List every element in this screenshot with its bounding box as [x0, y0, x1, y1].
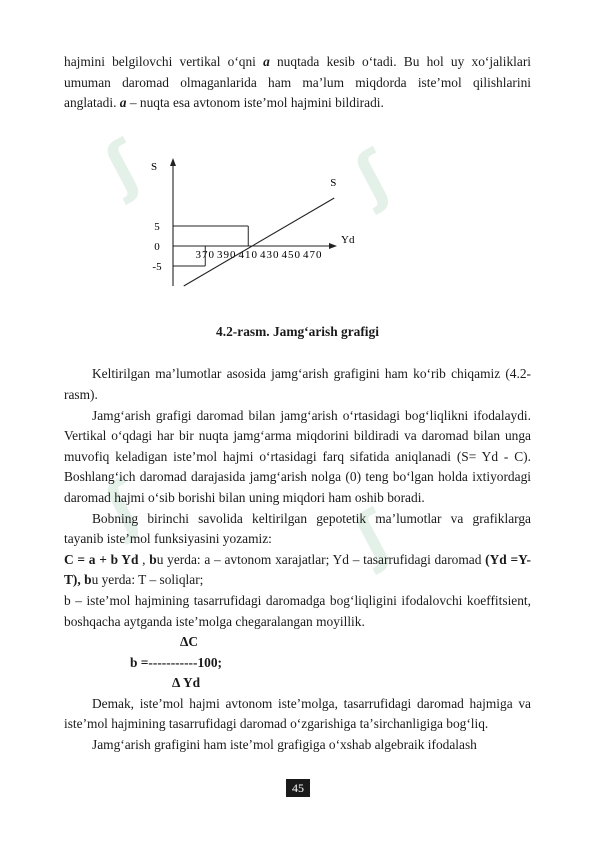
paragraph-4: Bobning birinchi savolida keltirilgan gepotetik maʼlumotlar va grafiklarga tayanib isteʼmol funksiyasini yozamiz: [64, 510, 531, 547]
paragraph-intro-run: a [119, 95, 127, 111]
figure-caption: 4.2-rasm. Jamgʻarish grafigi [216, 323, 379, 339]
y-axis-arrow [170, 158, 176, 166]
formula-run: (Yd =Y-T), [64, 551, 532, 588]
savings-chart [64, 116, 531, 316]
formula-run: u yerda: T – soliqlar; [91, 572, 204, 588]
savings-chart-svg [64, 116, 531, 316]
paragraph-intro-run: hajmini belgilovchi vertikal oʻqni [64, 54, 264, 69]
watermark-logo: ʃ [344, 498, 403, 576]
series-line-s [184, 198, 335, 286]
x-tick-label: 410 [238, 248, 258, 261]
y-tick-label: 5 [154, 220, 160, 233]
x-tick-label: 370 [195, 248, 215, 261]
fraction-numerator: ΔC [180, 634, 199, 650]
paragraph-7: Jamgʻarish grafigini ham isteʼmol grafigiga oʻxshab algebraik ifodalash [92, 737, 477, 753]
watermark-logo: ʃ [94, 128, 153, 206]
fraction-line: b =-----------100; [130, 654, 223, 670]
page-content [64, 52, 531, 756]
paragraph-intro-run: – nuqta esa avtonom isteʼmol hajmini bildiradi. [126, 95, 384, 111]
paragraph-3: Jamgʻarish grafigi daromad bilan jamgʻarish oʻrtasidagi bogʻliqlikni ifodalaydi. Vertikal oʻqdagi har bir nuqta jamgʻarma miqdorini bildiradi va daromad bilan unga muvofiq keladigan isteʼmol hajmi oʻrtasidagi farq sifatida aniqlanadi (S= Yd - C). Boshlangʻich daromad darajasida jamgʻarish nolga (0) teng boʻlgan holda ixtiyordagi daromad hajmi oʻsib borishi bilan uning miqdori ham oshib boradi. [64, 407, 531, 505]
x-axis-arrow [329, 243, 337, 249]
formula-run: , [138, 551, 150, 567]
x-tick-label: 470 [303, 248, 323, 261]
formula-run: b [84, 572, 92, 588]
formula-run: u yerda: a – avtonom xarajatlar; Yd – tasarrufidagi daromad [156, 551, 486, 567]
y-tick-label: 0 [154, 240, 160, 253]
y-axis-label: S [151, 160, 158, 173]
paragraph-6: Demak, isteʼmol hajmi avtonom isteʼmolga, tasarrufidagi daromad hajmiga va isteʼmol hajmining tasarrufidagi daromad oʻzgarishiga taʼsirchanligiga bogʻliq. [64, 695, 531, 732]
formula-run: b [149, 551, 157, 567]
fraction-denominator: Δ Yd [172, 675, 201, 691]
page-number: 45 [286, 779, 310, 797]
x-axis-label: Yd [341, 233, 355, 246]
paragraph-2: Keltirilgan maʼlumotlar asosida jamgʻarish grafigini ham koʻrib chiqamiz (4.2-rasm). [64, 366, 531, 402]
series-label-s: S [330, 176, 337, 189]
x-tick-label: 430 [260, 248, 280, 261]
x-tick-label: 450 [281, 248, 301, 261]
paragraph-5: b – isteʼmol hajmining tasarrufidagi daromadga bogʻliqligini ifodalovchi koeffitsient, boshqacha aytganda isteʼmolga chegaralangan moyillik. [64, 592, 531, 629]
paragraph-intro-run: nuqtada kesib oʻtadi. Bu hol uy xoʻjaliklari umuman daromad olmaganlarida ham maʼlum miqdorda isteʼmol qilishlarini anglatadi. [64, 54, 531, 111]
formula-run: C = a + b Yd [64, 551, 139, 567]
watermark-logo: ʃ [94, 468, 153, 546]
paragraph-intro [64, 52, 531, 114]
paragraph-intro-run: a [263, 54, 270, 69]
y-tick-label: -5 [152, 260, 162, 273]
consumption-formula [64, 550, 531, 591]
x-tick-label: 390 [217, 248, 237, 261]
watermark-logo: ʃ [344, 138, 403, 216]
